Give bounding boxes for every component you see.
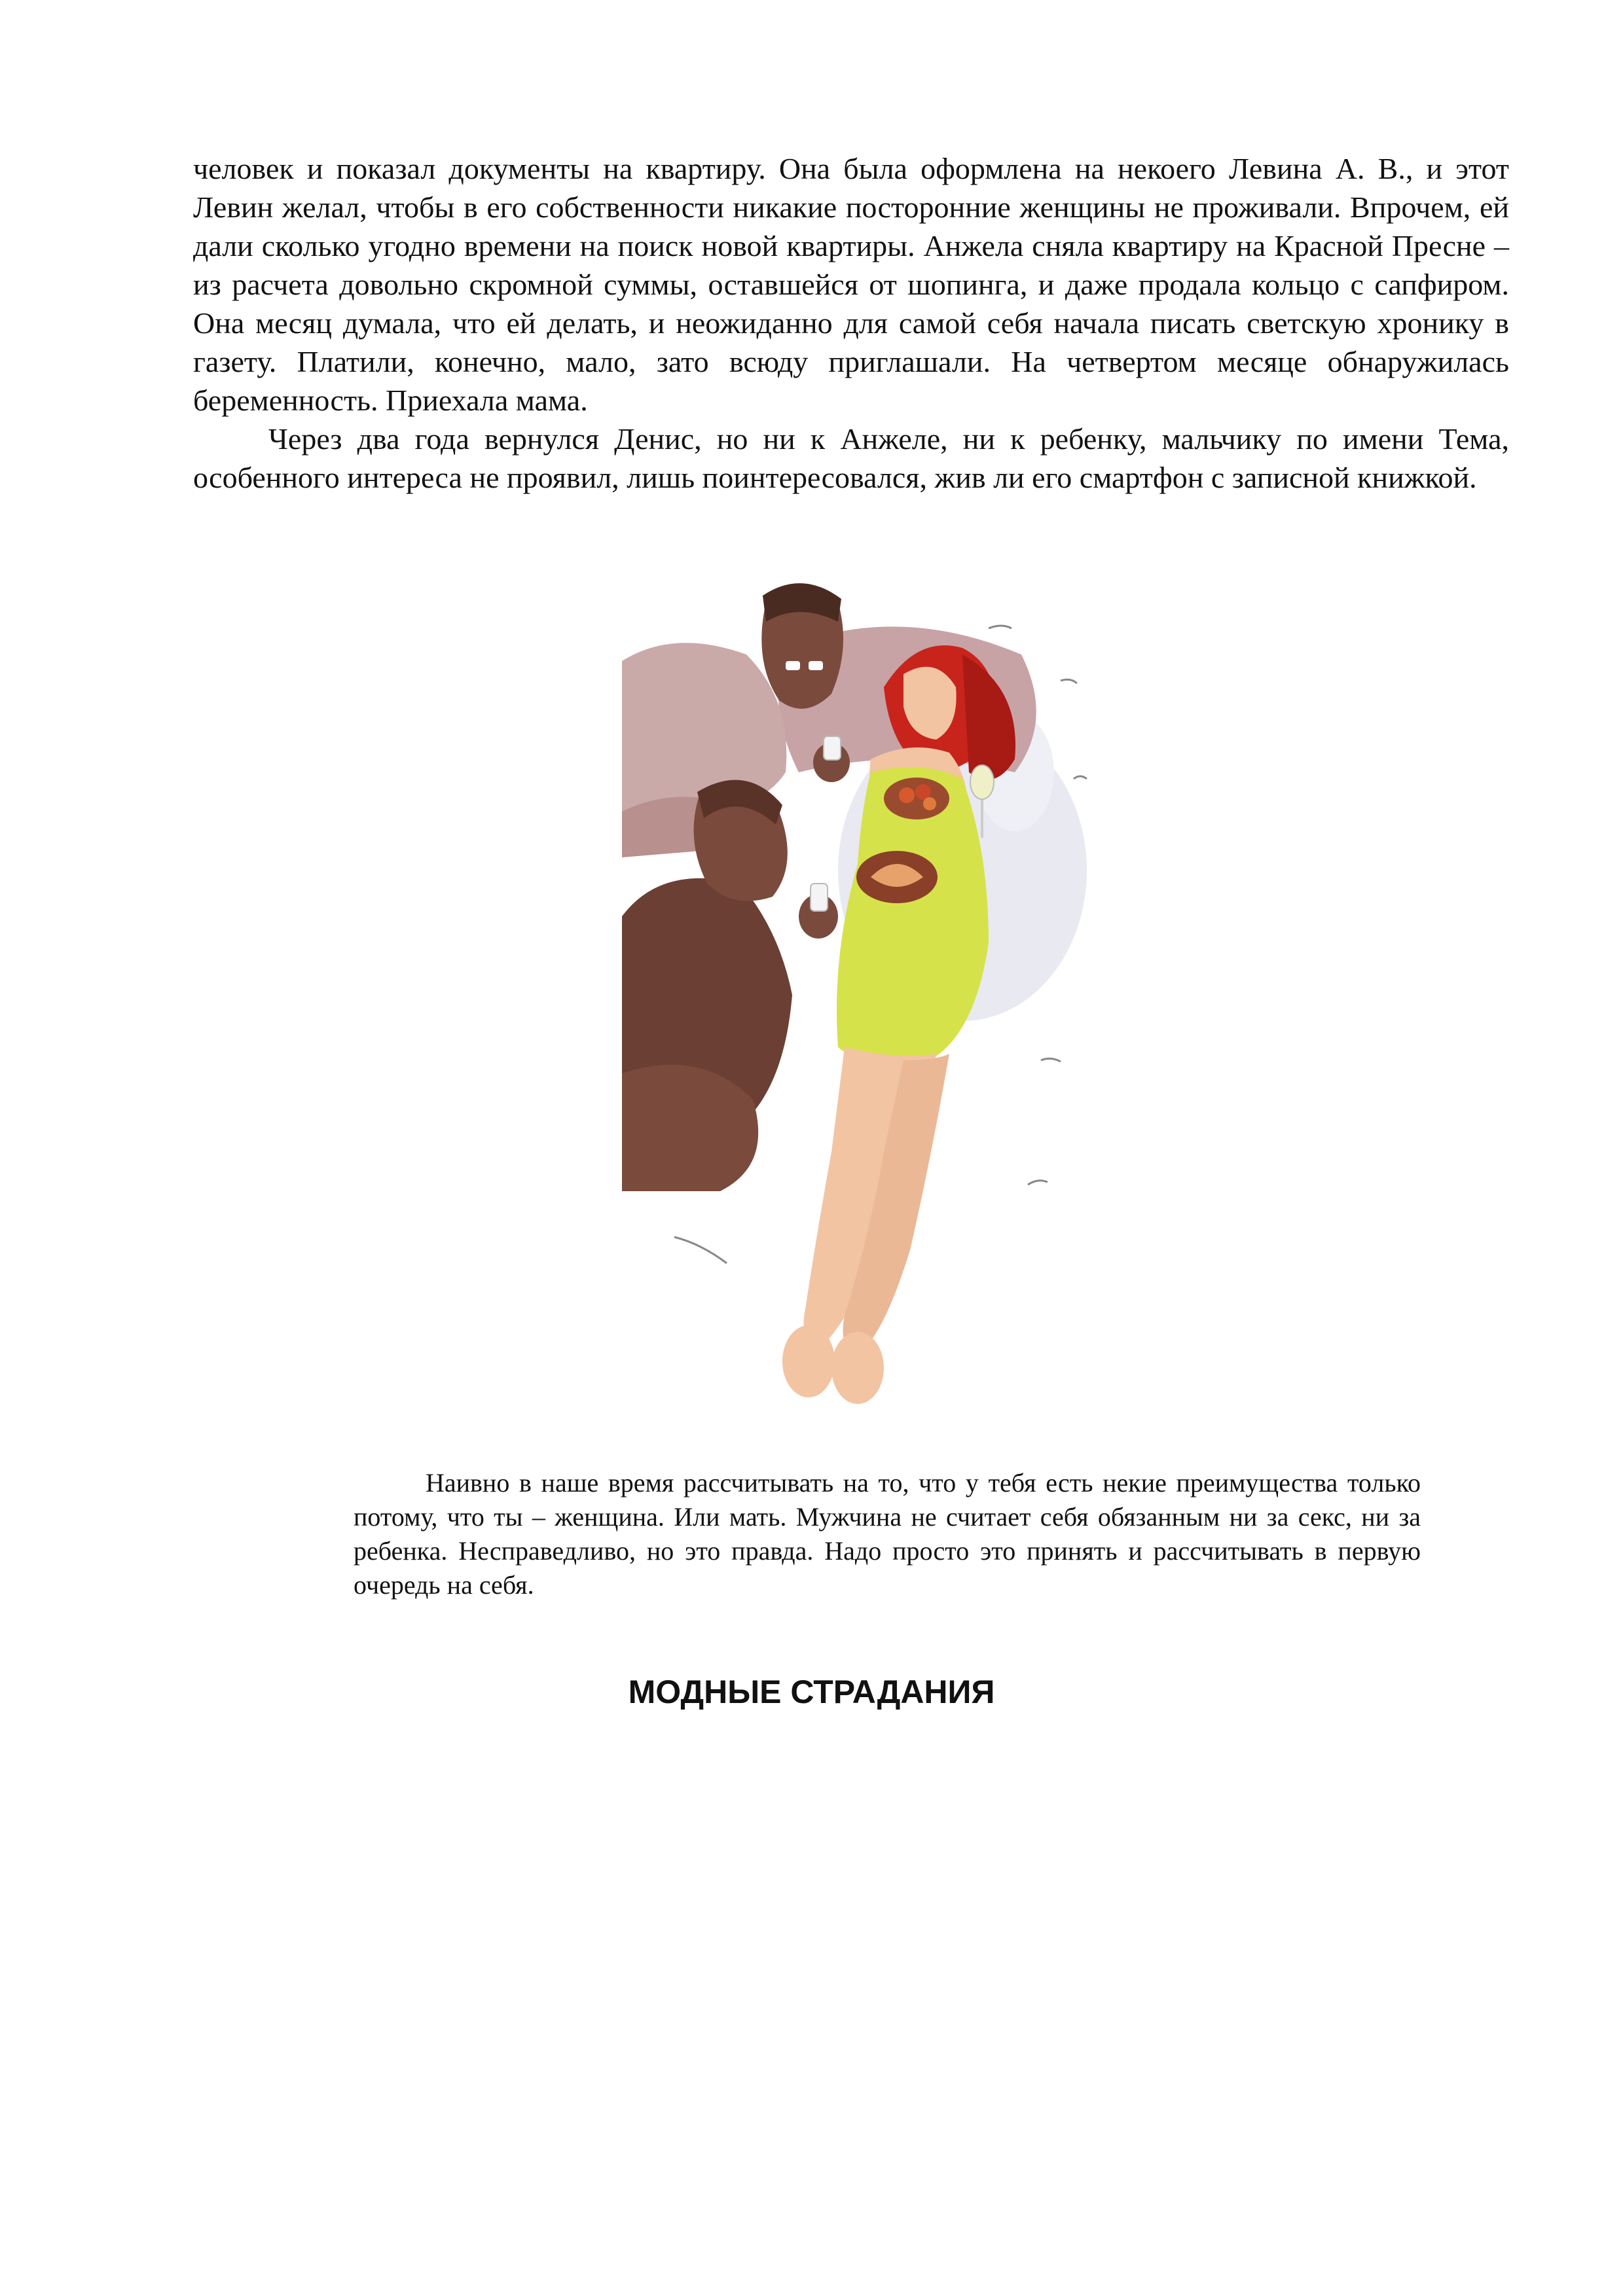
paragraph-2: Через два года вернулся Денис, но ни к Анжеле, ни к ребенку, мальчику по имени Тема, особенного интереса не проявил, лишь поинтересовался, жив ли его смартфон с записной книжкой. — [193, 422, 1509, 494]
plate-1 — [884, 778, 949, 819]
man-top-shirt — [622, 643, 786, 812]
note-text: Наивно в наше время рассчитывать на то, что у тебя есть некие преимущества только потому, что ты – женщина. Или мать. Мужчина не считает себя обязанным ни за секс, ни за ребенка. Несправедливо, но это правда. Надо просто это принять и рассчитывать в первую очередь на себя. — [354, 1468, 1421, 1600]
illustration-icon — [622, 576, 1093, 1427]
body-text — [193, 149, 1509, 497]
section-heading: МОДНЫЕ СТРАДАНИЯ — [628, 1674, 995, 1710]
paragraph-1: человек и показал документы на квартиру. Она была оформлена на некоего Левина А. В., и этот Левин желал, чтобы в его собственности никакие посторонние женщины не проживали. Впрочем, ей дали сколько угодно времени на поиск новой квартиры. Анжела сняла квартиру на Красной Пресне – из расчета довольно скромной суммы, оставшейся от шопинга, и даже продала кольцо с сапфиром. Она месяц думала, что ей делать, и неожиданно для самой себя начала писать светскую хронику в газету. Платили, конечно, мало, зато всюду приглашали. На четвертом месяце обнаружилась беременность. Приехала мама. — [193, 152, 1509, 417]
